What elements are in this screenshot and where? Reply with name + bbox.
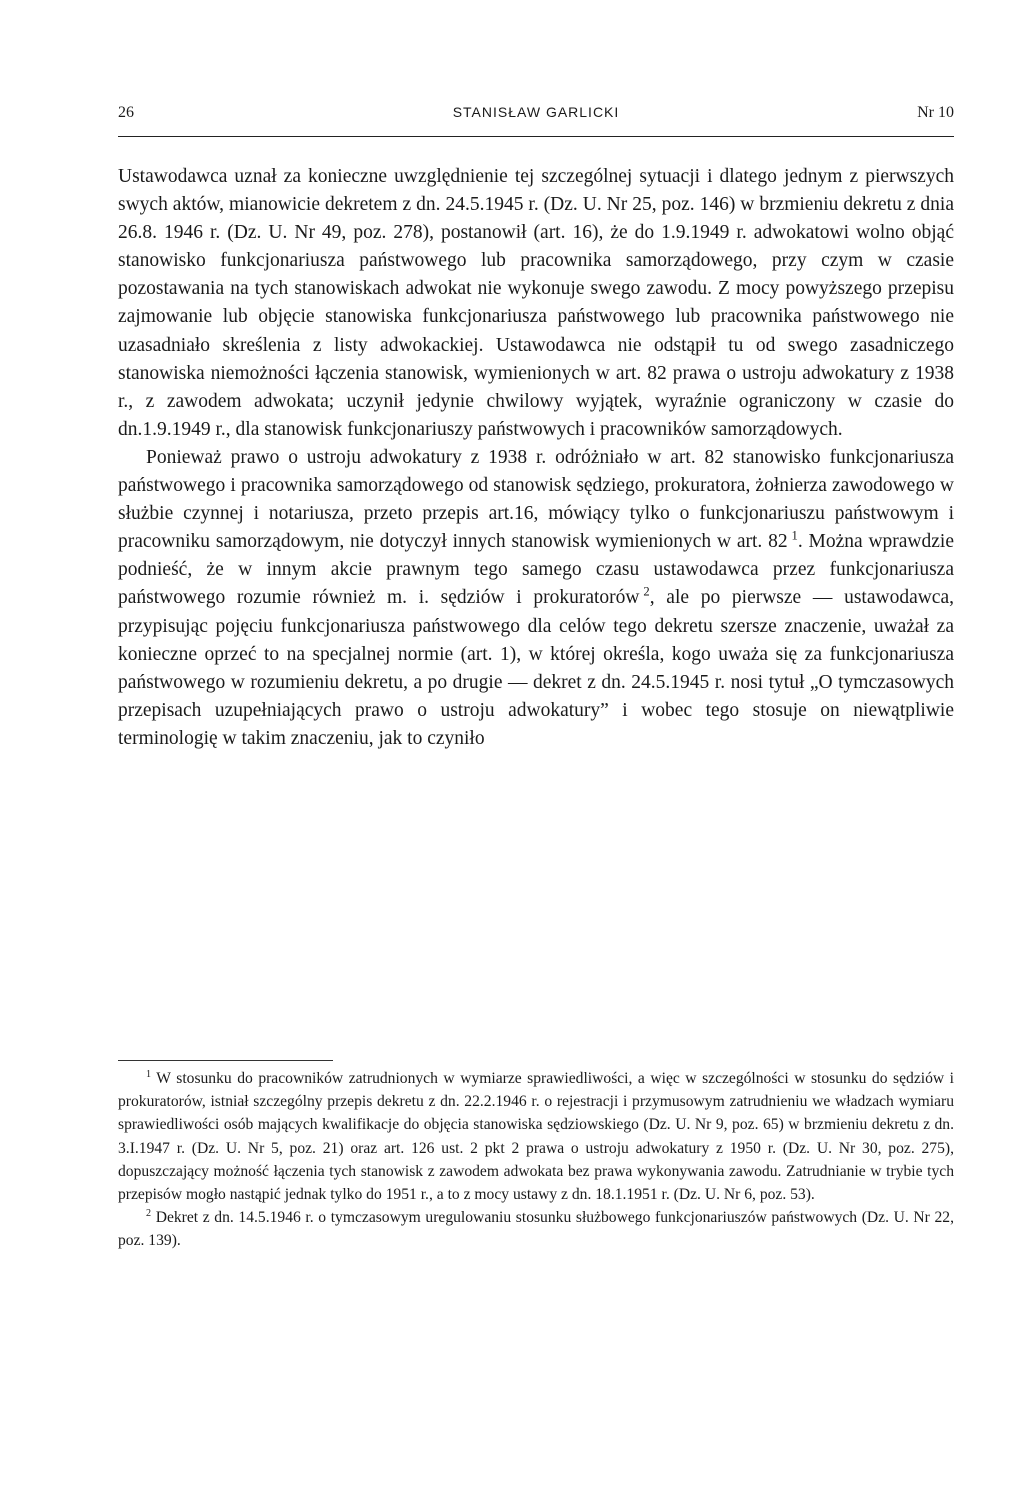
footnote-2 — [118, 1206, 954, 1252]
footnote-1-text: W stosunku do pracowników zatrudnionych w wymiarze sprawiedliwości, a więc w szczególności w stosunku do sędziów i prokuratorów, istniał szczególny przepis dekretu z dn. 22.2.1946 r. o rejestracji i przymusowym zatrudnieniu we władzach wymiaru sprawiedliwości osób mających kwalifikacje do objęcia stanowiska sędziowskiego (Dz. U. Nr 9, poz. 65) w brzmieniu dekretu z dn. 3.I.1947 r. (Dz. U. Nr 5, poz. 21) oraz art. 126 ust. 2 pkt 2 prawa o ustroju adwokatury z 1950 r. (Dz. U. Nr 30, poz. 275), dopuszczający możność łączenia tych stanowisk z zawodem adwokata bez prawa wykonywania zawodu. Zatrudnianie w trybie tych przepisów mogło nastąpić jednak tylko do 1951 r., a to z mocy ustawy z dn. 18.1.1951 r. (Dz. U. Nr 6, poz. 53). — [118, 1070, 954, 1204]
footnote-2-mark: 2 — [146, 1208, 152, 1220]
footnote-1 — [118, 1067, 954, 1206]
issue-number: Nr 10 — [917, 104, 954, 121]
footnote-rule — [118, 1060, 333, 1061]
header-rule — [118, 136, 954, 137]
paragraph-1: Ustawodawca uznał za konieczne uwzględnienie tej szczególnej sytuacji i dlatego jednym z pierwszych swych aktów, mianowicie dekretem z dn. 24.5.1945 r. (Dz. U. Nr 25, poz. 146) w brzmieniu dekretu z dnia 26.8. 1946 r. (Dz. U. Nr 49, poz. 278), postanowił (art. 16), że do 1.9.1949 r. adwokatowi wolno objąć stanowisko funkcjonariusza państwowego lub pracownika samorządowego, przy czym w czasie pozostawania na tych stanowiskach adwokat nie wykonuje swego zawodu. Z mocy powyższego przepisu zajmowanie lub objęcie stanowiska funkcjonariusza państwowego lub pracownika państwowego nie uzasadniało skreślenia z listy adwokackiej. Ustawodawca nie odstąpił tu od swego zasadniczego stanowiska niemożności łączenia stanowisk, wymienionych w art. 82 prawa o ustroju adwokatury z 1938 r., z zawodem adwokata; uczynił jedynie chwilowy wyjątek, wyraźnie ograniczony w czasie do dn.1.9.1949 r., dla stanowisk funkcjonariuszy państwowych i pracowników samorządowych. — [118, 166, 954, 440]
main-text — [118, 163, 954, 753]
footnotes — [118, 1067, 954, 1253]
footnote-2-text: Dekret z dn. 14.5.1946 r. o tymczasowym uregulowaniu stosunku służbowego funkcjonariuszów państwowych (Dz. U. Nr 22, poz. 139). — [118, 1209, 954, 1250]
footnote-ref-1[interactable]: 1 — [791, 528, 798, 543]
page-header — [118, 100, 954, 140]
paragraph-2-part-c: , ale po pierwsze — ustawodawca, przypisując pojęciu funkcjonariusza państwowego dla celów tego dekretu szersze znaczenie, uważał za konieczne oprzeć to na specjalnej normie (art. 1), w której określa, kogo uważa się za funkcjonariusza państwowego w rozumieniu dekretu, a po drugie — dekret z dn. 24.5.1945 r. nosi tytuł „O tymczasowych przepisach uzupełniających prawo o ustroju adwokatury” i wobec tego stosuje on niewątpliwie terminologię w takim znaczeniu, jak to czyniło — [118, 587, 954, 749]
footnote-ref-2[interactable]: 2 — [643, 584, 650, 599]
paragraph-2-part-b: . Można wprawdzie podnieść, że w innym akcie prawnym tego samego czasu ustawodawca przez funkcjonariusza państwowego rozumie również m. i. sędziów i prokuratorów — [118, 531, 954, 609]
running-title: STANISŁAW GARLICKI — [452, 104, 620, 120]
footnote-1-mark: 1 — [146, 1068, 152, 1080]
page-number: 26 — [118, 104, 134, 121]
paragraph-2 — [118, 444, 954, 753]
paragraph-2-part-a: Ponieważ prawo o ustroju adwokatury z 1938 r. odróżniało w art. 82 stanowisko funkcjonariusza państwowego i pracownika samorządowego od stanowisk sędziego, prokuratora, żołnierza zawodowego w służbie czynnej i notariusza, przeto przepis art.16, mówiący tylko o funkcjonariuszu państwowym i pracowniku samorządowym, nie dotyczył innych stanowisk wymienionych w art. 82 — [118, 446, 954, 553]
